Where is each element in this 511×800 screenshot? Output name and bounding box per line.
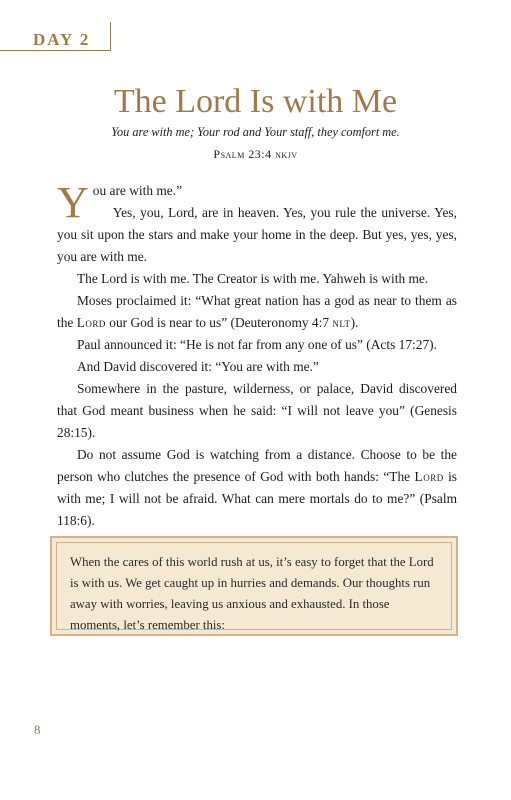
devotional-body [57,180,457,532]
small-caps-lord: Lord [414,469,444,484]
page-title: The Lord Is with Me [113,82,398,120]
body-paragraph: Paul announced it: “He is not far from any one of us” (Acts 17:27). [77,337,437,352]
body-text: ). [350,315,359,330]
day-label-rule-vertical [110,22,111,50]
small-caps-lord: Lord [76,315,106,330]
body-paragraph: Somewhere in the pasture, wilderness, or palace, David discovered that God meant business when he said: “I will not leave you” (Genesis 28:15). [57,381,457,440]
drop-cap: Y [57,178,89,227]
body-text: is with me; I will not be afraid. What can mere mortals do to me?” (Psalm 118:6). [57,469,458,528]
body-text: Do not assume God is watching from a distance. Choose to be the person who clutches the presence of God with both hands: “The [57,447,457,484]
body-paragraph: The Lord is with me. The Creator is with me. Yahweh is with me. [77,271,429,286]
day-label-rule-horizontal [0,50,111,51]
page-number: 8 [34,722,41,737]
body-paragraph: Yes, you, Lord, are in heaven. Yes, you rule the universe. Yes, you sit upon the stars and make your home in the deep. But yes, yes, yes, you are with me. [57,205,457,264]
body-text: Moses proclaimed it: “What great nation has a god as near to them as the [57,293,457,330]
callout-box [50,536,458,636]
body-text: our God is near to us” (Deuteronomy 4:7 [105,315,333,330]
scripture-reference [0,147,511,162]
body-paragraph [57,178,457,227]
body-paragraph [57,290,457,334]
scripture-verse: You are with me; Your rod and Your staff, they comfort me. [111,125,400,139]
body-paragraph: And David discovered it: “You are with me.” [77,359,319,374]
body-paragraph [57,444,457,532]
scripture-reference-text: Psalm 23:4 nkjv [213,147,298,161]
callout-text: When the cares of this world rush at us, it’s easy to forget that the Lord is with us. We get caught up in hurries and demands. Our thoughts run away with worries, leaving us anxious and exhausted. In those moments, let’s remember this: [56,542,452,630]
small-caps-nlt: nlt [332,315,351,330]
body-text: ou are with me.” [92,183,183,198]
day-label: DAY 2 [33,30,91,49]
